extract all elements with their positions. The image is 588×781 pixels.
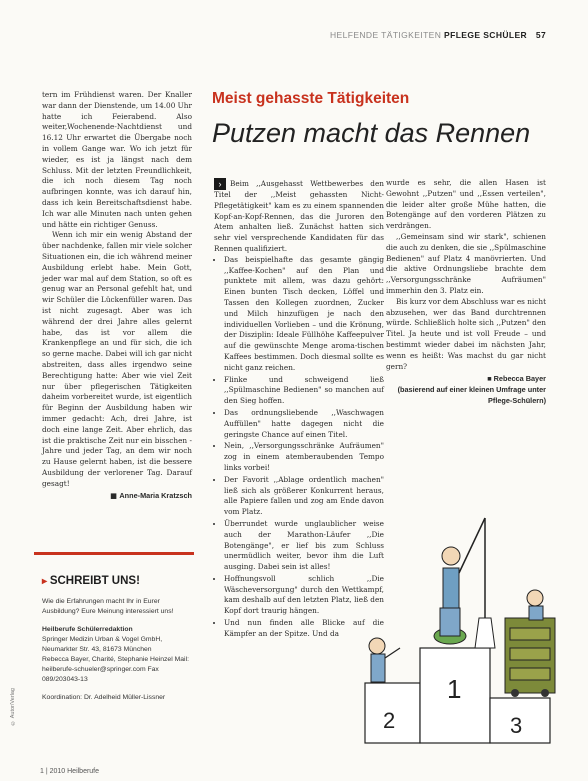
list-item: • Nein, ,,Versorgungsschränke Aufräumen" zog in einem atemberaubenden Tempo links vorbei! — [224, 441, 384, 473]
box-coordination: Koordination: Dr. Adelheid Müller-Lissner — [42, 694, 166, 701]
col3-paragraph-2: ,,Gemeinsam sind wir stark", schienen die auch zu denken, die sie ,,Spülmaschine Bedienen" auf Platz 4 manövrierten. Und die aktive Ordnungsliebe brachte dem ,,Versorgungsschränke Aufräumen" immerhin den 3. Platz ein. — [386, 231, 546, 295]
box-org: Heilberufe Schülerredaktion — [42, 626, 133, 633]
page-number: 57 — [535, 30, 547, 40]
arrow-right-icon: › — [214, 178, 226, 190]
box-contact: Rebecca Bayer, Charité, Stephanie Heinzel Mail: heilberufe-schueler@springer.com Fax 089/203043-13 — [42, 656, 189, 683]
podium-illustration — [355, 498, 565, 748]
list-item: • Flinke und schweigend ließ ,,Spülmaschine Bedienen" so manchen auf den Sieg hoffen. — [224, 375, 384, 407]
article-headline: Putzen macht das Rennen — [212, 118, 531, 148]
box-heading-text: SCHREIBT UNS! — [49, 575, 140, 587]
col1-paragraph-1: tern im Frühdienst waren. Der Knaller war dann der Dienstende, um 14.00 Uhr hatte ich Feierabend. Also weiter,Wochenende-Nachtdienst und 16.12 Uhr erwartet die Übergabe noch in vollem Gange war. Wo ich jetzt für wieder, es ist ja längst nach dem Schluss. Mit der letzten Freundlichkeit, die ich noch diesem Tag noch aufbringen konnte, was ich darauf hin, dass ich kein Bereitschaftsdienst habe. Ich war alle Minuten nach unten gehen und hätte ein richtiger Genuss. — [42, 90, 192, 229]
col3-signature-note: (basierend auf einer kleinen Umfrage unter Pflege-Schülern) — [397, 385, 546, 405]
col3-paragraph-3: Bis kurz vor dem Abschluss war es nicht abzusehen, wer das Band durchtrennen würde. Schließlich holte sich ,,Putzen" den Titel. Ja heute und ist voll Freude – und bestimmt wieder dabei im nächsten Jahr, wenn es heißt: Was machst du gar nicht gern? — [386, 296, 546, 371]
article-kicker: Meist gehasste Tätigkeiten — [212, 90, 410, 107]
list-item: • Das beispielhafte das gesamte gängig ,,Kaffee-Kochen" auf den Plan und punktete mit allem, was dazu gehört: Einen bunten Tisch decken, Löffel und Tassen den Kollegen zuordnen, Zucker und Milch hinzufügen je nach den individuellen Vorlieben – und die Krönung, der Disziplin: Ideale Füllhöhe Kaffeepulver auf die gewünschte Menge aroma-tischen Kaffees bestimmen. Doch diesmal sollte es nicht ganz reichen. — [224, 255, 384, 374]
running-header — [330, 30, 560, 44]
list-item: • Hoffnungsvoll schlich ,,Die Wäscheversorgung" durch den Wettkampf, kam deshalb auf den letzten Platz, ließ den Kopf dort traurig hängen. — [224, 574, 384, 617]
column-1 — [42, 90, 192, 502]
column-3 — [386, 178, 546, 407]
col1-paragraph-2: Wenn ich mir ein wenig Abstand der über nachdenke, fallen mir viele solcher Situationen ein, die ich während meiner Ausbildung erlebt habe. Mein Gott, jeder war mal auf dem Station, so oft es genug war an Personal gefehlt hat, und wir Schüler die Lückenfüller waren. Das ist nicht zugesagt. Aber was ich während der drei Jahre alles gelernt habe, das ist vor allem die Krankenpflege an und für sich, die ich so gerne mache. Dabei will ich gar nicht abstreiten, dass alles irgendwo seine Berechtigung hatte: Aber wie viel Zeit nur über pflegerischen Tätigkeiten daheim vorbereitet wurde, ist eigentlich für Beginn der Ausbildung haben wir immer gedacht: Ach, drei Jahre, ist doch eine lange Zeit. Aber ehrlich, das ist die praktische Zeit nur ein bisschen - Jahre und jeder Tag, an dem wir noch zu Hause gelernt haben, ist die bessere Ausbildung der verlorener Tag. Darauf gesagt! — [42, 230, 192, 488]
box-address: Springer Medizin Urban & Vogel GmbH, Neumarkter Str. 43, 81673 München — [42, 636, 163, 653]
header-subsection: PFLEGE SCHÜLER — [444, 30, 528, 40]
contact-box — [34, 552, 194, 737]
col3-signature: Rebecca Bayer — [493, 374, 546, 384]
svg-text:3: 3 — [510, 713, 523, 738]
box-intro: Wie die Erfahrungen macht Ihr in Eurer Ausbildung? Eure Meinung interessiert uns! — [42, 598, 174, 615]
list-item: • Das ordnungsliebende ,,Waschwagen Auffüllen" hatte dagegen nicht die geringste Chance auf einen Titel. — [224, 408, 384, 440]
svg-text:1: 1 — [447, 674, 462, 704]
podium-illustration-svg — [355, 498, 565, 748]
page-footer: 1 | 2010 Heilberufe — [40, 768, 100, 775]
list-item: • Überrundet wurde unglaublicher weise auch der Marathon-Läufer ,,Die Botengänge", er lief bis zum Schluss unermüdlich weiter, bevor ihm die Luft ausging. Dabei sein ist alles! — [224, 519, 384, 573]
box-heading — [42, 575, 194, 587]
side-credit: © Autor/Verlag — [10, 688, 16, 726]
col1-signature: Anne-Maria Kratzsch — [119, 491, 192, 501]
arrow-right-icon: ▸ — [42, 576, 50, 587]
signature-square-icon: ■ — [110, 491, 120, 501]
list-item: • Der Favorit ,,Ablage ordentlich machen" ließ sich als größerer Konkurrent heraus, alle Papiere fallen und zog am Ende davon vom Platz. — [224, 475, 384, 518]
list-item: • Und nun finden alle Blicke auf die Kämpfer an der Spitze. Und da — [224, 618, 384, 640]
col2-intro: Beim ,,Ausgehasst Wettbewerbes den Titel der ,,Meist gehassten Nicht-Pflegetätigkeit" kam es zu einem spannenden Kopf-an-Kopf-Rennen, das die Juroren den Atem anhalten ließ. Zunächst hatten sich sehr viel versprechende Kandidaten für das Rennen qualifiziert. — [214, 179, 384, 253]
header-section: HELFENDE TÄTIGKEITEN — [330, 30, 442, 40]
svg-text:2: 2 — [383, 708, 396, 733]
signature-square-icon: ■ — [487, 374, 494, 384]
col3-paragraph-1: wurde es sehr, die allen Hasen ist Gewohnt ,,Putzen" und ,,Essen verteilen", die leider alter große Mühe hatten, die Botengänge auf den vorderen Plätzen zu verdrängen. — [386, 178, 546, 231]
